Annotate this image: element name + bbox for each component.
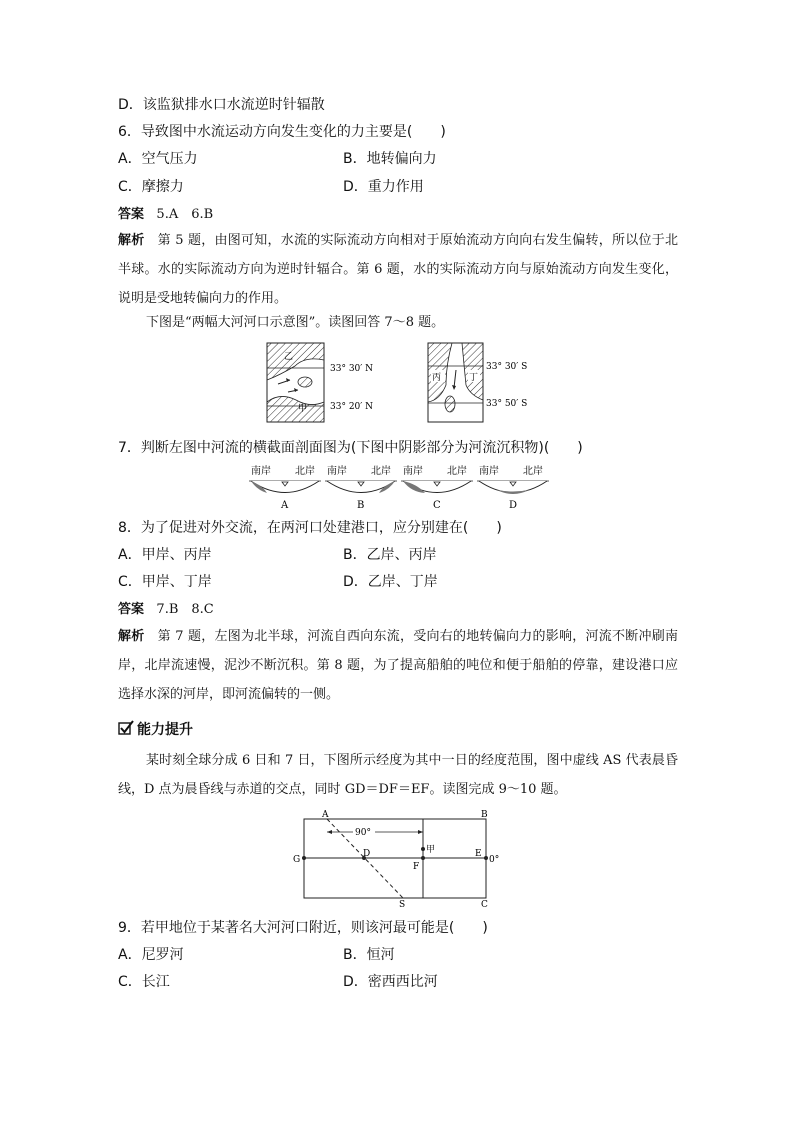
analysis-label: 解析: [118, 629, 145, 644]
left-estuary-map: [267, 343, 373, 422]
section-d: [477, 464, 549, 511]
label-jia: 甲: [298, 404, 308, 414]
q7-stem: 7．判断左图中河流的横截面剖面图为(下图中阴影部分为河流沉积物)( ): [118, 440, 583, 456]
section-c: [401, 464, 473, 511]
analysis-text: 第 5 题，由图可知，水流的实际流动方向相对于原始流动方向向右发生偏转，所以位于北半球。水的实际流动方向为逆时针辐合。第 6 题，水的实际流动方向与原始流动方向发生变化，说明是受地转偏向力的作用。: [118, 233, 678, 306]
label-0deg: 0°: [489, 855, 500, 865]
analysis-56: [118, 226, 678, 313]
section-b: [325, 464, 397, 511]
q9-option-c: C．长江: [118, 974, 170, 990]
label-d: D: [363, 849, 371, 859]
section-b-label: B: [357, 500, 365, 511]
label-bing: 丙: [432, 373, 442, 383]
section-b-south: 南岸: [327, 466, 347, 477]
right-estuary-map: [428, 343, 527, 422]
label-ding: 丁: [469, 373, 479, 383]
q9-option-a: A．尼罗河: [118, 947, 184, 963]
q8-stem: 8．为了促进对外交流，在两河口处建港口，应分别建在( ): [118, 520, 502, 536]
q9-option-b: B．恒河: [343, 947, 395, 963]
label-e: E: [475, 849, 482, 859]
section-b-north: 北岸: [371, 466, 391, 477]
q8-option-b: B．乙岸、丙岸: [343, 547, 437, 563]
intro-78: 下图是“两幅大河河口示意图”。读图回答 7～8 题。: [146, 315, 445, 330]
section-title-text: 能力提升: [137, 722, 193, 738]
answer-value: 5.A 6.B: [156, 207, 214, 222]
answer-label: 答案: [118, 207, 145, 222]
answer-56: [118, 205, 213, 225]
terminator-figure: [285, 808, 510, 908]
q6-option-d: D．重力作用: [343, 179, 424, 195]
q6-option-c: C．摩擦力: [118, 179, 184, 195]
label-90deg: 90°: [355, 828, 371, 838]
estuary-figure: [260, 340, 560, 425]
section-title: [118, 720, 193, 740]
label-s: S: [399, 900, 406, 908]
checkbox-icon: [118, 720, 134, 736]
q6-stem: 6．导致图中水流运动方向发生变化的力主要是( ): [118, 124, 446, 140]
answer-value: 7.B 8.C: [156, 602, 214, 617]
section-d-south: 南岸: [479, 466, 499, 477]
section-c-south: 南岸: [403, 466, 423, 477]
analysis-label: 解析: [118, 233, 145, 248]
q9-option-d: D．密西西比河: [343, 974, 438, 990]
q9-stem: 9．若甲地位于某著名大河河口附近，则该河最可能是( ): [118, 920, 488, 936]
q8-option-a: A．甲岸、丙岸: [118, 547, 212, 563]
answer-78: [118, 600, 214, 620]
section-d-label: D: [509, 500, 518, 511]
intro-910: 某时刻全球分成 6 日和 7 日，下图所示经度为其中一日的经度范围，图中虚线 AS 代表晨昏线，D 点为晨昏线与赤道的交点，同时 GD＝DF＝EF。读图完成 9～10 题。: [118, 753, 678, 797]
section-d-north: 北岸: [523, 466, 543, 477]
analysis-78: [118, 622, 678, 709]
left-lat-top: 33° 30′ N: [330, 364, 374, 374]
section-a-south: 南岸: [251, 466, 271, 477]
q6-option-b: B．地转偏向力: [343, 151, 437, 167]
q8-option-d: D．乙岸、丁岸: [343, 574, 438, 590]
right-lat-bottom: 33° 50′ S: [486, 399, 528, 409]
label-jia: 甲: [426, 845, 436, 855]
label-a: A: [322, 810, 329, 820]
analysis-text: 第 7 题，左图为北半球，河流自西向东流，受向右的地转偏向力的影响，河流不断冲刷南岸，北岸流速慢，泥沙不断沉积。第 8 题，为了提高船舶的吨位和便于船舶的停靠，建设港口应选择水深的河岸，即河流偏转的一侧。: [118, 629, 678, 702]
label-c: C: [481, 900, 488, 908]
answer-label: 答案: [118, 602, 145, 617]
label-b: B: [481, 810, 488, 820]
section-a: [249, 464, 321, 511]
label-g: G: [293, 855, 301, 865]
right-lat-top: 33° 30′ S: [486, 362, 528, 372]
section-a-label: A: [281, 500, 289, 511]
section-c-label: C: [433, 500, 441, 511]
label-yi: 乙: [284, 352, 294, 362]
q8-option-c: C．甲岸、丁岸: [118, 574, 212, 590]
label-f: F: [413, 862, 420, 872]
left-lat-bottom: 33° 20′ N: [330, 402, 374, 412]
q5-option-d: D．该监狱排水口水流逆时针辐散: [118, 97, 325, 113]
section-a-north: 北岸: [295, 466, 315, 477]
cross-sections: [245, 462, 555, 512]
section-c-north: 北岸: [447, 466, 467, 477]
q6-option-a: A．空气压力: [118, 151, 198, 167]
